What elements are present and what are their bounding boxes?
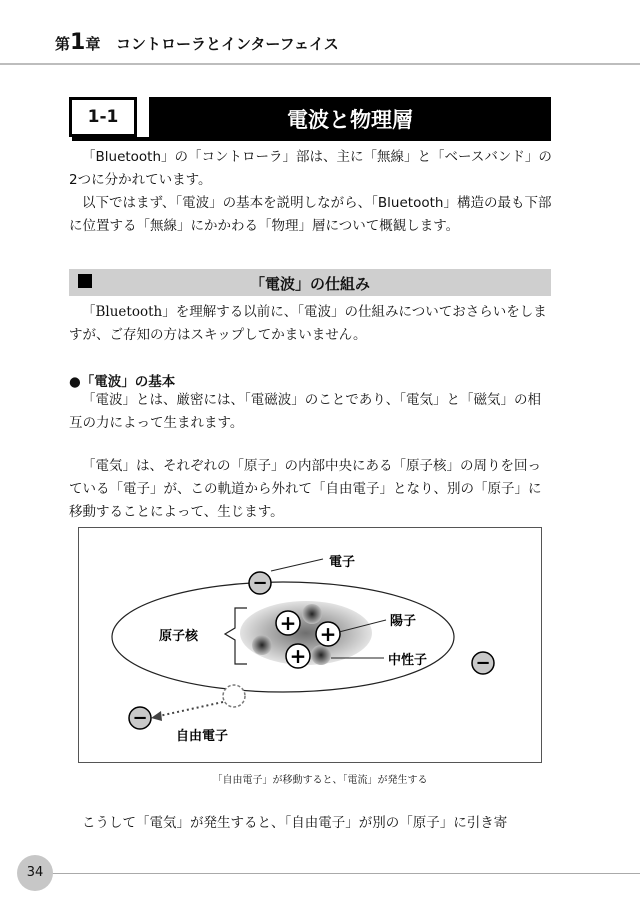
figure-caption: 「自由電子」が移動すると、「電流」が発生する (212, 775, 428, 786)
section-number: 1-1 (69, 97, 137, 137)
svg-text:−: − (475, 652, 491, 674)
label-neutron: 中性子 (388, 653, 428, 668)
intro-paragraph-2: 以下ではまず、「電波」の基本を説明しながら、「Bluetooth」構造の最も下部に位置する「無線」にかかわる「物理」層について概観します。 (69, 195, 552, 234)
vacant-electron-slot (223, 685, 245, 707)
label-electron: 電子 (329, 555, 356, 570)
free-electron-path (159, 702, 223, 716)
topic-paragraph-2: 「電気」は、それぞれの「原子」の内部中央にある「原子核」の周りを回っている「電子」が、この軌道から外れて「自由電子」となり、別の「原子」に移動することによって、生じます。 (69, 458, 542, 520)
neutron-particle (302, 604, 322, 624)
label-free-electron: 自由電子 (176, 729, 229, 744)
chapter-number: 1 (70, 30, 86, 55)
free-electron-particle (129, 707, 151, 729)
svg-text:+: + (279, 611, 297, 635)
subsection-heading (69, 269, 551, 296)
chapter-title: コントローラとインターフェイス (116, 35, 339, 53)
chapter-header (55, 30, 339, 55)
neutron-particle (311, 645, 331, 665)
label-proton: 陽子 (390, 614, 417, 629)
proton-particle (286, 644, 310, 668)
page-number: 34 (26, 865, 44, 880)
topic-heading: ●「電波」の基本 (69, 374, 176, 390)
proton-particle (316, 622, 340, 646)
subsection-title: 「電波」の仕組み (249, 275, 370, 293)
chapter-prefix: 第 (55, 35, 71, 53)
electron-leader-line (271, 559, 323, 571)
electron-particle (472, 652, 494, 674)
label-nucleus: 原子核 (159, 629, 199, 644)
subsection-paragraph: 「Bluetooth」を理解する以前に、「電波」の仕組みについておさらいをしますが、ご存知の方はスキップしてかまいません。 (69, 304, 547, 343)
chapter-divider (0, 63, 640, 65)
chapter-suffix: 章 (85, 35, 101, 53)
svg-text:−: − (252, 572, 268, 594)
topic-paragraph-1: 「電波」とは、厳密には、「電磁波」のことであり、「電気」と「磁気」の相互の力によって生まれます。 (69, 392, 541, 431)
footer-divider (50, 873, 640, 874)
closing-paragraph: こうして「電気」が発生すると、「自由電子」が別の「原子」に引き寄 (82, 815, 508, 831)
arrow-head-icon (151, 711, 162, 721)
neutron-particle (252, 635, 272, 655)
svg-text:+: + (319, 622, 337, 646)
section-title: 電波と物理層 (149, 97, 551, 141)
proton-particle (276, 611, 300, 635)
electron-particle (249, 572, 271, 594)
atom-diagram (78, 527, 542, 763)
intro-paragraph-1: 「Bluetooth」の「コントローラ」部は、主に「無線」と「ベースバンド」の2つに分かれています。 (69, 149, 552, 188)
svg-text:−: − (132, 707, 148, 729)
svg-text:+: + (289, 644, 307, 668)
